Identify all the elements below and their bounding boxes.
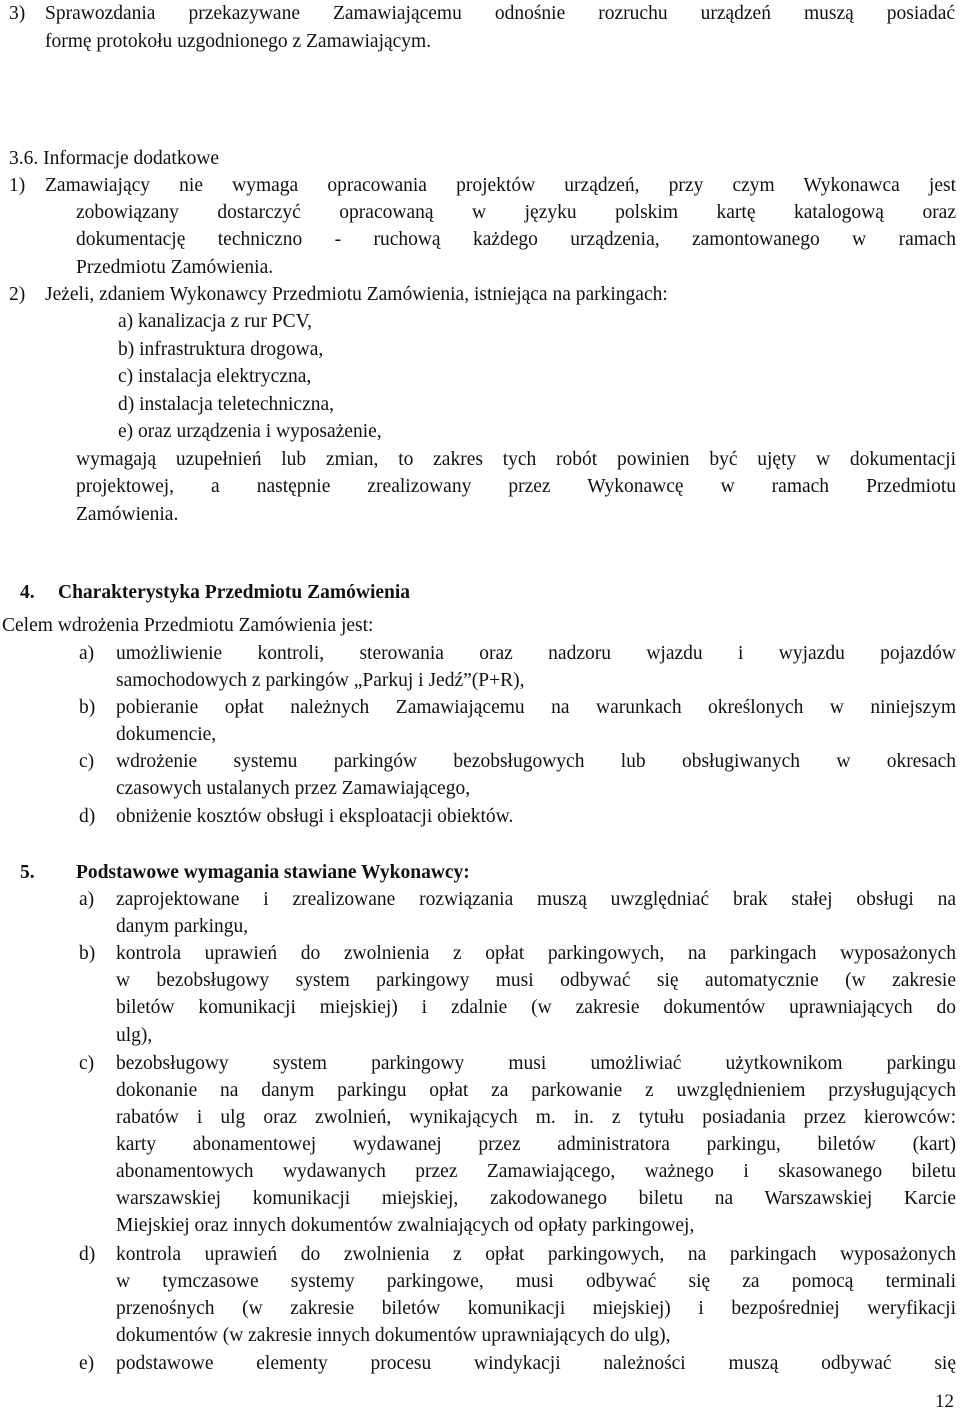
paragraph-line: Jeżeli, zdaniem Wykonawcy Przedmiotu Zamówienia, istniejąca na parkingach: [45,284,668,305]
paragraph-line: formę protokołu uzgodnionego z Zamawiającym. [45,31,432,52]
item-label: 2) [9,284,26,305]
paragraph-line: Zamówienia. [76,504,179,525]
paragraph-line: dokumentów (w zakresie innych dokumentów uprawniających do ulg), [116,1325,671,1346]
paragraph-line: w bezobsługowy system parkingowy musi odbywać się automatycznie (w zakresie [116,970,956,991]
paragraph-line: Celem wdrożenia Przedmiotu Zamówienia jest: [2,615,374,636]
item-label: b) [79,943,96,964]
item-label: c) [79,1053,95,1074]
section-number: 4. [20,582,35,603]
item-label: e) [79,1353,95,1374]
paragraph-line: wymagają uzupełnień lub zmian, to zakres tych robót powinien być ujęty w dokumentacji [76,449,956,470]
paragraph-line: warszawskiej komunikacji miejskiej, zakodowanego biletu na Warszawskiej Karcie [116,1188,956,1209]
list-item: c) instalacja elektryczna, [118,366,312,387]
section-title: Charakterystyka Przedmiotu Zamówienia [58,582,411,603]
paragraph-line: projektowej, a następnie zrealizowany przez Wykonawcę w ramach Przedmiotu [76,476,956,497]
list-item: e) oraz urządzenia i wyposażenie, [118,421,382,442]
paragraph-line: biletów komunikacji miejskiej) i zdalnie (w zakresie dokumentów uprawniających do [116,997,956,1018]
paragraph-line: przenośnych (w zakresie biletów komunikacji miejskiej) i bezpośredniej weryfikacji [116,1298,956,1319]
paragraph-line: Przedmiotu Zamówienia. [76,257,274,278]
item-label: 1) [9,175,26,196]
paragraph-line: ulg), [116,1025,153,1046]
paragraph-line: Miejskiej oraz innych dokumentów zwalniających od opłaty parkingowej, [116,1215,695,1236]
item-label: d) [79,806,96,827]
paragraph-line: czasowych ustalanych przez Zamawiającego, [116,778,471,799]
paragraph-line: wdrożenie systemu parkingów bezobsługowych lub obsługiwanych w okresach [116,751,956,772]
section-number: 5. [20,862,35,883]
paragraph-line: dokonanie na danym parkingu opłat za parkowanie z uwzględnieniem przysługujących [116,1080,956,1101]
paragraph-line: pobieranie opłat należnych Zamawiającemu na warunkach określonych w niniejszym [116,697,956,718]
paragraph-line: samochodowych z parkingów „Parkuj i Jedź”(P+R), [116,670,525,691]
paragraph-line: obniżenie kosztów obsługi i eksploatacji obiektów. [116,806,514,827]
paragraph-line: danym parkingu, [116,916,249,937]
paragraph-line: dokumencie, [116,724,217,745]
paragraph-line: Zamawiający nie wymaga opracowania projektów urządzeń, przy czym Wykonawca jest [45,175,956,196]
list-item: d) instalacja teletechniczna, [118,394,335,415]
list-item: b) infrastruktura drogowa, [118,339,324,360]
item-label: b) [79,697,96,718]
item-label: a) [79,889,95,910]
item-label: 3) [9,3,26,24]
paragraph-line: zobowiązany dostarczyć opracowaną w języku polskim kartę katalogową oraz [76,202,956,223]
paragraph-line: podstawowe elementy procesu windykacji należności muszą odbywać się [116,1353,956,1374]
paragraph-line: kontrola uprawień do zwolnienia z opłat parkingowych, na parkingach wyposażonych [116,943,956,964]
paragraph-line: abonamentowych wydawanych przez Zamawiającego, ważnego i skasowanego biletu [116,1161,956,1182]
page-number: 12 [935,1391,954,1412]
item-label: a) [79,643,95,664]
paragraph-line: kontrola uprawień do zwolnienia z opłat parkingowych, na parkingach wyposażonych [116,1244,956,1265]
paragraph-line: umożliwienie kontroli, sterowania oraz nadzoru wjazdu i wyjazdu pojazdów [116,643,956,664]
section-heading: 3.6. Informacje dodatkowe [9,148,220,169]
paragraph-line: zaprojektowane i zrealizowane rozwiązania muszą uwzględniać brak stałej obsługi na [116,889,956,910]
paragraph-line: w tymczasowe systemy parkingowe, musi odbywać się za pomocą terminali [116,1271,956,1292]
list-item: a) kanalizacja z rur PCV, [118,311,313,332]
section-title: Podstawowe wymagania stawiane Wykonawcy: [76,862,470,883]
paragraph-line: rabatów i ulg oraz zwolnień, wynikających m. in. z tytułu posiadania przez kierowców: [116,1107,956,1128]
item-label: c) [79,751,95,772]
paragraph-line: karty abonamentowej wydawanej przez administratora parkingu, biletów (kart) [116,1134,956,1155]
paragraph-line: Sprawozdania przekazywane Zamawiającemu odnośnie rozruchu urządzeń muszą posiadać [45,3,955,24]
paragraph-line: bezobsługowy system parkingowy musi umożliwiać użytkownikom parkingu [116,1053,956,1074]
paragraph-line: dokumentację techniczno - ruchową każdego urządzenia, zamontowanego w ramach [76,229,956,250]
item-label: d) [79,1244,96,1265]
